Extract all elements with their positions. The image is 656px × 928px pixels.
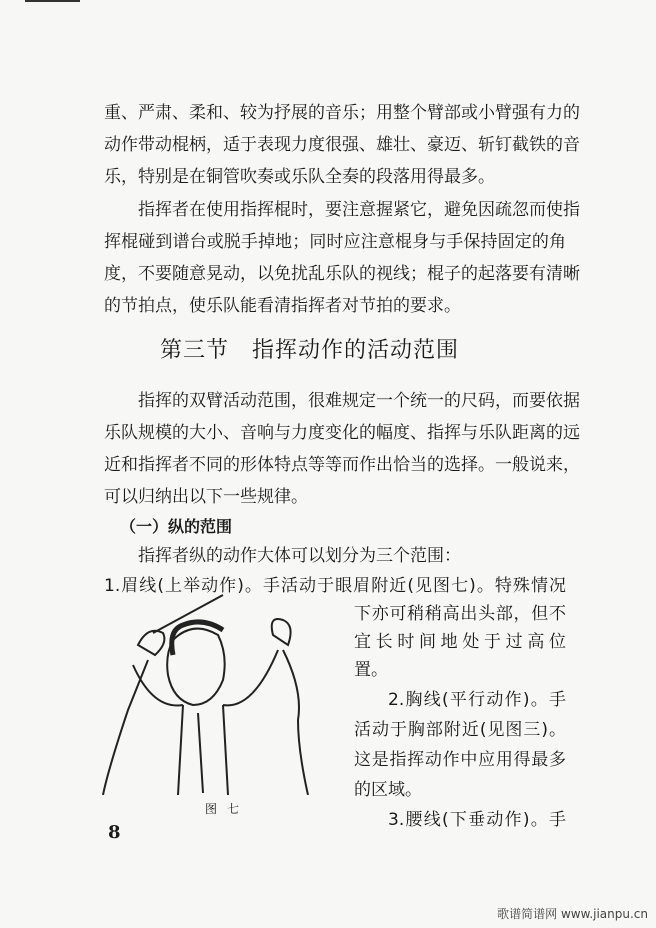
section-title: 第三节 指挥动作的活动范围 xyxy=(160,338,460,363)
conductor-illustration xyxy=(98,585,338,795)
text-line: 度，不要随意晃动，以免扰乱乐队的视线；棍子的起落要有清晰 xyxy=(104,264,580,284)
text-line: 指挥的双臂活动范围，很难规定一个统一的尺码，而要依据 xyxy=(138,391,580,411)
text-line: 挥棍碰到谱台或脱手掉地；同时应注意棍身与手保持固定的角 xyxy=(104,232,566,252)
hair xyxy=(172,622,223,655)
right-hand xyxy=(138,631,164,655)
text-line: 重、严肃、柔和、较为抒展的音乐；用整个臂部或小臂强有力的 xyxy=(104,103,580,123)
text-line: 指挥者在使用指挥棍时，要注意握紧它，避免因疏忽而使指 xyxy=(138,200,580,220)
text-line: 3.腰线(下垂动作)。手 xyxy=(388,810,566,830)
body-lines xyxy=(103,650,308,795)
text-line: 的区域。 xyxy=(354,780,422,800)
text-line: 1.眉线(上举动作)。手活动于眼眉附近(见图七)。特殊情况 xyxy=(104,576,566,596)
text-line: 乐队规模的大小、音响与力度变化的幅度、指挥与乐队距离的远 xyxy=(104,423,580,443)
text-line: 2.胸线(平行动作)。手 xyxy=(388,690,566,710)
text-line: 指挥者纵的动作大体可以划分为三个范围： xyxy=(138,546,461,566)
text-line: 乐，特别是在铜管吹奏或乐队全奏的段落用得最多。 xyxy=(104,167,495,187)
text-line: 动作带动棍柄，适于表现力度很强、雄壮、豪迈、斩钉截铁的音 xyxy=(104,135,580,155)
text-line: 活动于胸部附近(见图三)。 xyxy=(354,720,566,740)
page-number: 8 xyxy=(108,822,121,843)
text-line: 宜长时间地处于过高位 xyxy=(354,632,566,652)
top-rule xyxy=(25,0,80,2)
text-line: 下亦可稍稍高出头部，但不 xyxy=(354,604,566,624)
text-line: 的节拍点，使乐队能看清指挥者对节拍的要求。 xyxy=(104,296,461,316)
text-line: 置。 xyxy=(354,660,388,680)
text-line: 可以归纳出以下一些规律。 xyxy=(104,487,308,507)
subheading: （一）纵的范围 xyxy=(120,517,233,536)
head xyxy=(167,629,224,705)
left-hand xyxy=(272,619,291,645)
text-line: 这是指挥动作中应用得最多 xyxy=(354,750,566,770)
text-line: 近和指挥者不同的形体特点等等而作出恰当的选择。一般说来， xyxy=(104,455,580,475)
watermark: 歌谱简谱网 www.jianpu.cn xyxy=(497,907,648,921)
figure-caption: 图七 xyxy=(205,802,250,816)
